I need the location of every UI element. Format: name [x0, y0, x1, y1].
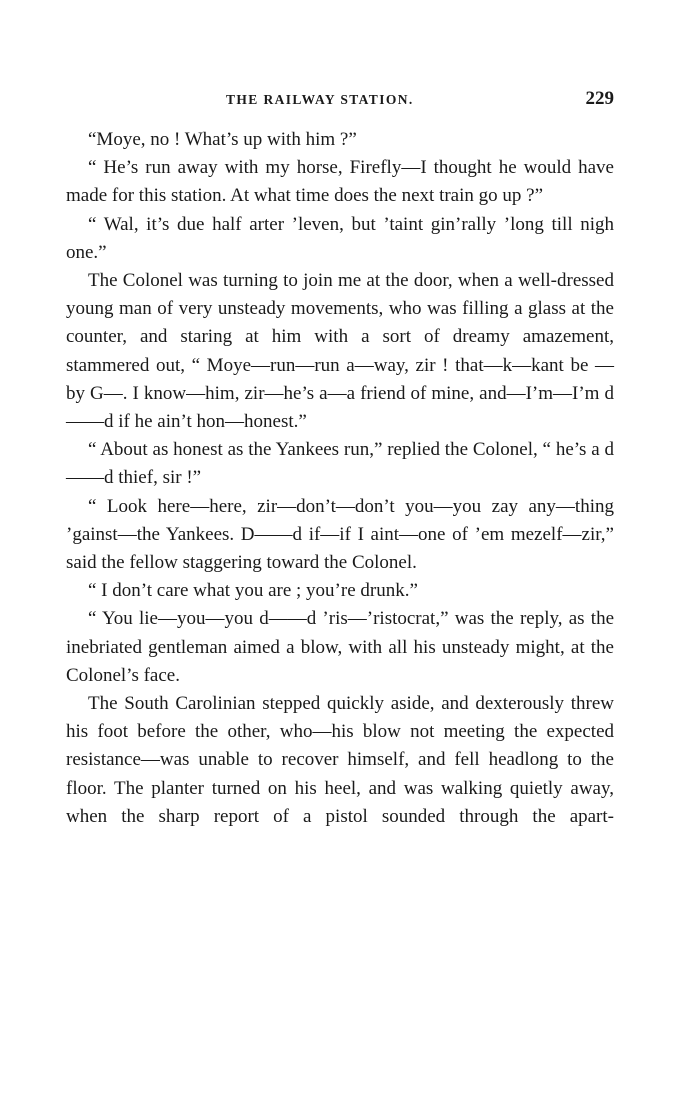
paragraph: “ Look here—here, zir—don’t—don’t you—you zay any—thing ’gainst—the Yankees. D——d if—if I aint—one of ’em mezelf—zir,” said the fellow staggering toward the Colonel. — [66, 495, 614, 574]
running-title: THE RAILWAY STATION. — [226, 92, 414, 107]
paragraph: “ About as honest as the Yankees run,” replied the Colonel, “ he’s a d——d thief, sir !” — [66, 439, 614, 489]
body-text — [66, 126, 614, 831]
paragraph: “ You lie—you—you d——d ’ris—’ristocrat,” was the reply, as the inebriated gentleman aimed a blow, with all his unsteady might, at the Colonel’s face. — [66, 608, 614, 686]
running-head — [66, 88, 614, 114]
paragraph: “ He’s run away with my horse, Firefly—I thought he would have made for this station. At what time does the next train go up ?” — [66, 157, 614, 207]
paragraph: “ Wal, it’s due half arter ’leven, but ’taint gin’rally ’long till nigh one.” — [66, 213, 614, 263]
paragraph: “Moye, no ! What’s up with him ?” — [88, 129, 357, 150]
paragraph: The Colonel was turning to join me at the door, when a well-dressed young man of very unsteady movements, who was filling a glass at the counter, and staring at him with a sort of dreamy amazement, stammered out, “ Moye—run—run a—way, zir ! that—k—kant be —by G—. I know—him, zir—he’s a—a friend of mine, and—I’m—I’m d——d if he ain’t hon—honest.” — [66, 270, 614, 433]
page-number: 229 — [585, 88, 614, 109]
paragraph: “ I don’t care what you are ; you’re drunk.” — [88, 580, 418, 602]
paragraph: The South Carolinian stepped quickly aside, and dexterously threw his foot before the other, who—his blow not meeting the expected resistance—was unable to recover himself, and fell headlong to the floor. The planter turned on his heel, and was walking quietly away, when the sharp report of a pistol sounded through the apart- — [66, 693, 614, 827]
